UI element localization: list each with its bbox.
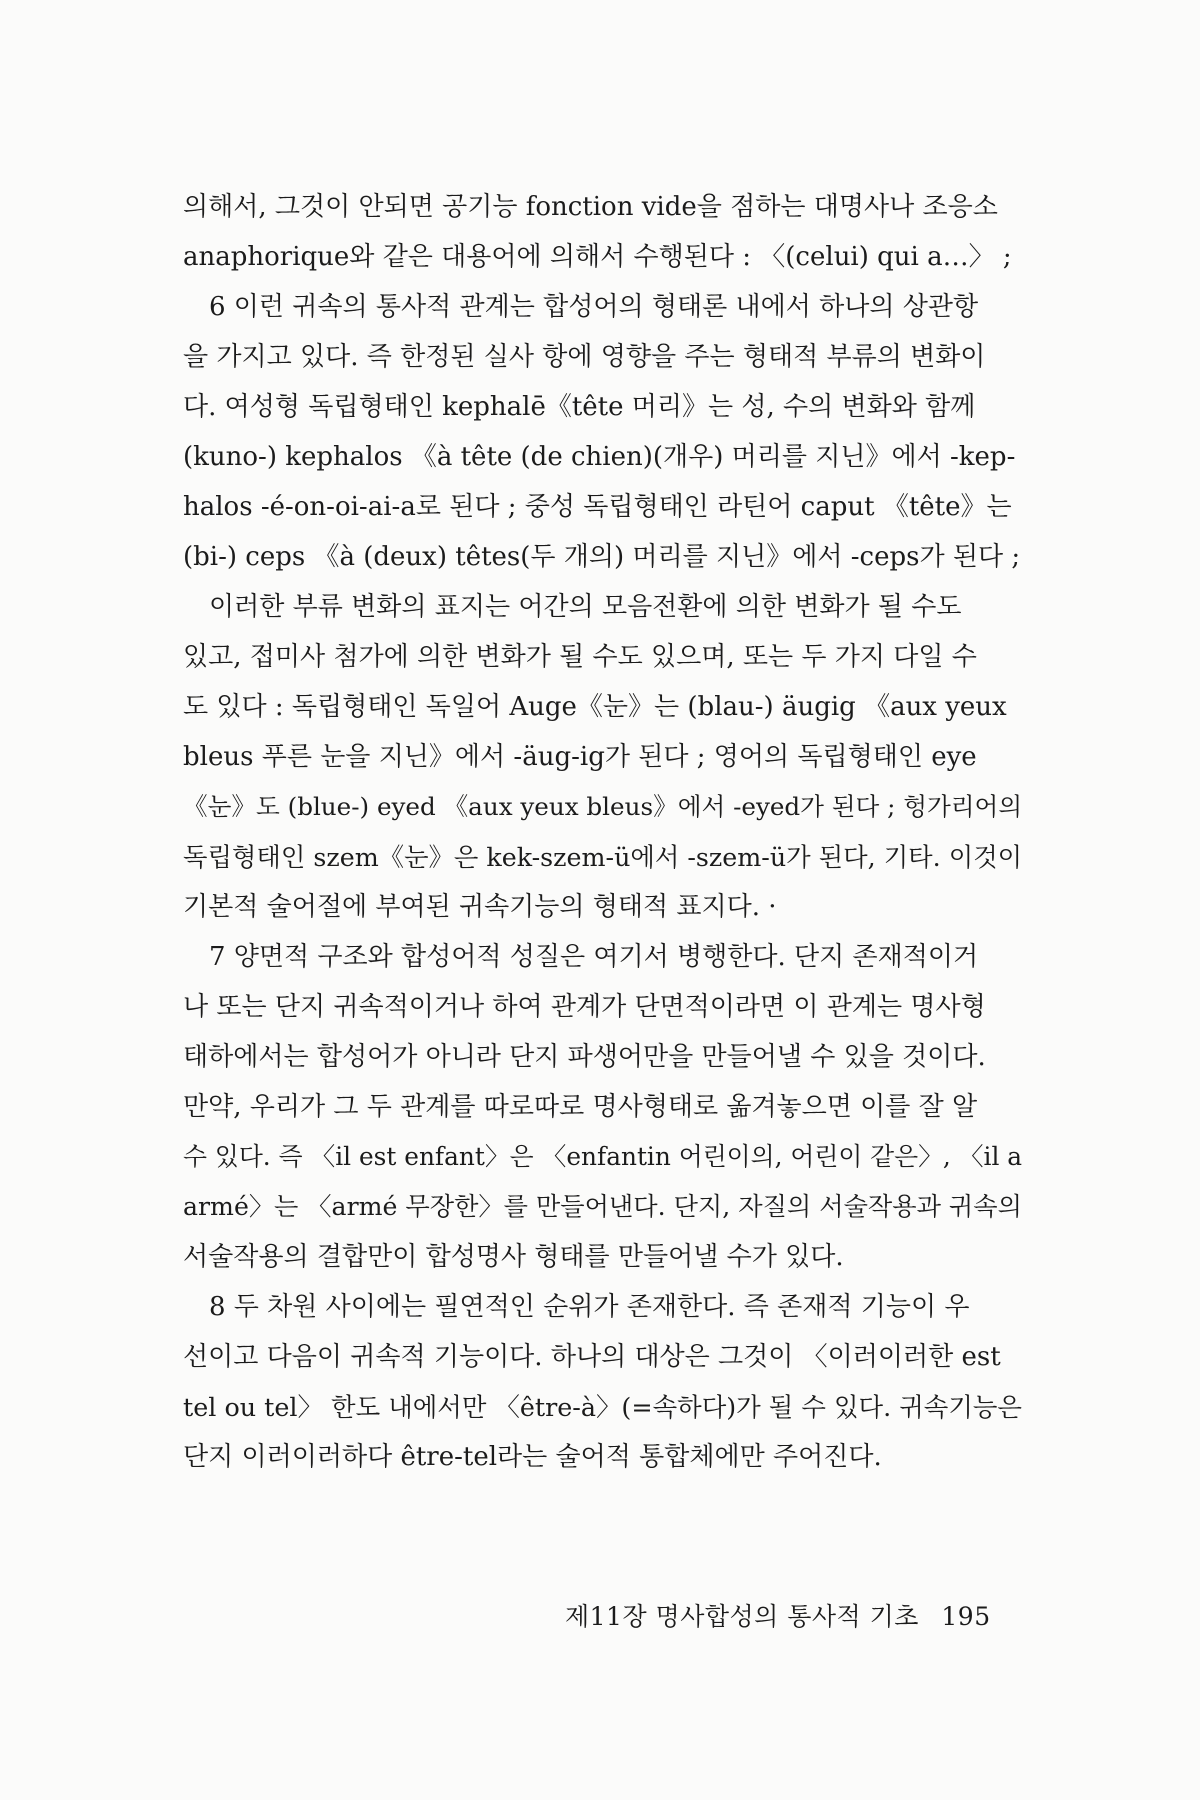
text-line: 선이고 다음이 귀속적 기능이다. 하나의 대상은 그것이 〈이러이러한 est: [183, 1342, 1001, 1372]
text-line: (kuno-) kephalos 《à tête (de chien)(개우) 머리를 지닌》에서 -kep-: [183, 442, 1016, 472]
text-line: 독립형태인 szem《눈》은 kek-szem-ü에서 -szem-ü가 된다, 기타. 이것이: [183, 842, 1023, 872]
text-line: 8 두 차원 사이에는 필연적인 순위가 존재한다. 즉 존재적 기능이 우: [209, 1292, 970, 1322]
text-line: 의해서, 그것이 안되면 공기능 fonction vide을 점하는 대명사나 조응소: [183, 192, 998, 222]
text-line: 서술작용의 결합만이 합성명사 형태를 만들어낼 수가 있다.: [183, 1242, 844, 1272]
text-line: 수 있다. 즉 〈il est enfant〉은 〈enfantin 어린이의, 어린이 같은〉, 〈il a: [183, 1142, 1023, 1171]
text-line: halos -é-on-oi-ai-a로 된다 ; 중성 독립형태인 라틴어 caput 《tête》는: [183, 492, 1012, 522]
text-line: bleus 푸른 눈을 지닌》에서 -äug-ig가 된다 ; 영어의 독립형태인 eye: [183, 742, 977, 772]
text-line: 《눈》도 (blue-) eyed 《aux yeux bleus》에서 -eyed가 된다 ; 헝가리어의: [183, 792, 1023, 821]
body-text: [183, 182, 1031, 1482]
text-line: 단지 이러이러하다 être-tel라는 술어적 통합체에만 주어진다.: [183, 1442, 882, 1472]
chapter-title: 제11장 명사합성의 통사적 기초: [565, 1602, 919, 1631]
text-line: anaphorique와 같은 대용어에 의해서 수행된다 : 〈(celui) qui a…〉 ;: [183, 242, 1012, 272]
running-footer: [565, 1597, 991, 1633]
text-line: (bi-) ceps 《à (deux) têtes(두 개의) 머리를 지닌》에서 -ceps가 된다 ;: [183, 542, 1021, 572]
text-line: 6 이런 귀속의 통사적 관계는 합성어의 형태론 내에서 하나의 상관항: [209, 292, 979, 322]
text-line: 을 가지고 있다. 즉 한정된 실사 항에 영향을 주는 형태적 부류의 변화이: [183, 342, 986, 372]
text-line: tel ou tel〉 한도 내에서만 〈être-à〉(=속하다)가 될 수 있다. 귀속기능은: [183, 1392, 1022, 1422]
text-line: 기본적 술어절에 부여된 귀속기능의 형태적 표지다. ·: [183, 892, 777, 922]
text-line: 이러한 부류 변화의 표지는 어간의 모음전환에 의한 변화가 될 수도: [209, 592, 962, 622]
text-line: 나 또는 단지 귀속적이거나 하여 관계가 단면적이라면 이 관계는 명사형: [183, 992, 986, 1022]
text-line: 다. 여성형 독립형태인 kephalē《tête 머리》는 성, 수의 변화와 함께: [183, 392, 976, 422]
page-number: 195: [941, 1602, 991, 1631]
text-line: 태하에서는 합성어가 아니라 단지 파생어만을 만들어낼 수 있을 것이다.: [183, 1042, 986, 1072]
text-line: 7 양면적 구조와 합성어적 성질은 여기서 병행한다. 단지 존재적이거: [209, 942, 979, 972]
text-line: 만약, 우리가 그 두 관계를 따로따로 명사형태로 옮겨놓으면 이를 잘 알: [183, 1092, 978, 1122]
text-line: 있고, 접미사 첨가에 의한 변화가 될 수도 있으며, 또는 두 가지 다일 수: [183, 642, 977, 672]
text-line: armé〉는 〈armé 무장한〉를 만들어낸다. 단지, 자질의 서술작용과 귀속의: [183, 1192, 1022, 1221]
text-line: 도 있다 : 독립형태인 독일어 Auge《눈》는 (blau-) äugig 《aux yeux: [183, 692, 1007, 722]
